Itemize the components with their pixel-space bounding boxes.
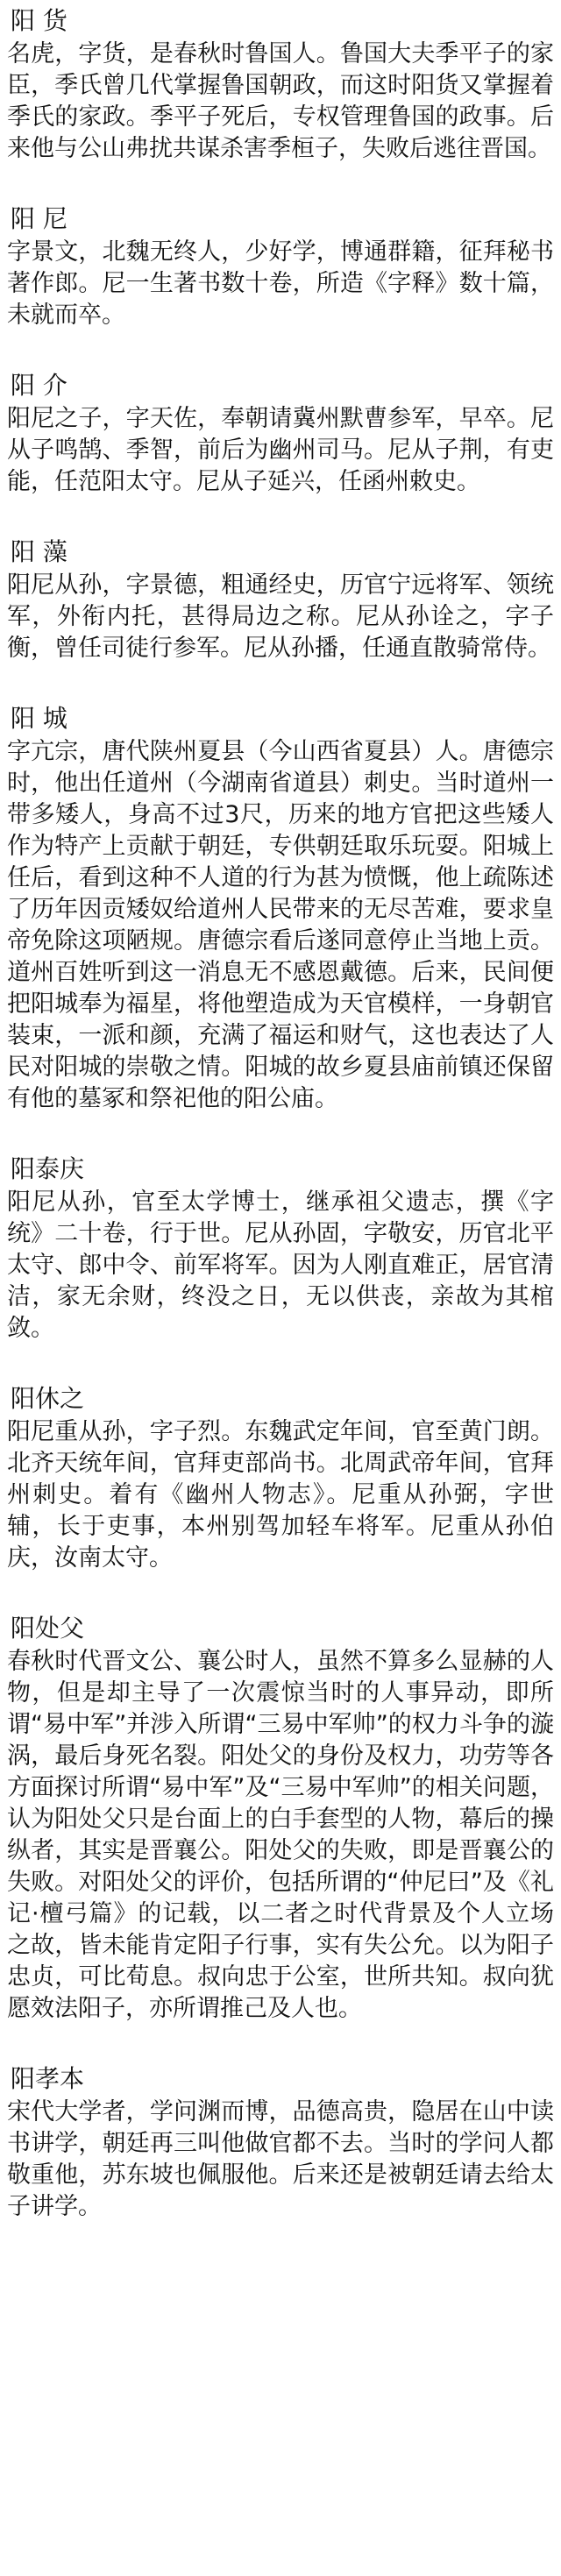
entry-title: 阳孝本 xyxy=(11,2064,85,2093)
entry-title: 阳处父 xyxy=(11,1614,85,1643)
entry-yang-chufu xyxy=(7,1613,554,2025)
entry-text: 阳尼重从孙，字子烈。东魏武定年间，官至黄门朗。北齐天统年间，官拜吏部尚书。北周武帝年间，官拜州刺史。着有《幽州人物志》。尼重从孙弼，字世辅，长于吏事，本州别驾加轻车将军。尼重从孙伯庆，汝南太守。 xyxy=(7,1418,554,1572)
entry-text: 春秋时代晋文公、襄公时人，虽然不算多么显赫的人物，但是却主导了一次震惊当时的人事异动，即所谓“易中军”并涉入所谓“三易中军帅”的权力斗争的漩涡，最后身死名裂。阳处父的身份及权力，功劳等各方面探讨所谓“易中军”及“三易中军帅”的相关问题，认为阳处父只是台面上的白手套型的人物，幕后的操纵者，其实是晋襄公。阳处父的失败，即是晋襄公的失败。对阳处父的评价，包括所谓的“仲尼曰”及《礼记·檀弓篇》的记载，以二者之时代背景及个人立场之故，皆未能肯定阳子行事，实有失公允。以为阳子忠贞，可比荀息。叔向忠于公室，世所共知。叔向犹愿效法阳子，亦所谓推己及人也。 xyxy=(7,1648,554,2022)
entry-text: 宋代大学者，学问渊而博，品德高贵，隐居在山中读书讲学，朝廷再三叫他做官都不去。当时的学问人都敬重他，苏东坡也佩服他。后来还是被朝廷请去给太子讲学。 xyxy=(7,2098,554,2220)
entry-text: 字景文，北魏无终人，少好学，博通群籍，征拜秘书著作郎。尼一生著书数十卷，所造《字释》数十篇，未就而卒。 xyxy=(7,238,554,329)
entry-title: 阳 尼 xyxy=(11,204,67,233)
entry-title: 阳 介 xyxy=(11,371,67,400)
entry-yang-ni xyxy=(7,203,554,331)
entry-yang-zao xyxy=(7,536,554,664)
entry-text: 阳尼之子，字天佐，奉朝请冀州默曹参军，早卒。尼从子鸣鹄、季智，前后为幽州司马。尼从子荆，有吏能，任范阳太守。尼从子延兴，任函州敕史。 xyxy=(7,405,554,495)
entry-yang-xiaoben xyxy=(7,2063,554,2223)
entry-yang-taiqing xyxy=(7,1153,554,1345)
entry-yang-xiuzhi xyxy=(7,1383,554,1574)
entry-yang-jie xyxy=(7,370,554,498)
entry-text: 字亢宗，唐代陕州夏县（今山西省夏县）人。唐德宗时，他出任道州（今湖南省道县）刺史。当时道州一带多矮人，身高不过3尺，历来的地方官把这些矮人作为特产上贡献于朝廷，专供朝廷取乐玩耍。阳城上任后，看到这种不人道的行为甚为愤慨，他上疏陈述了历年因贡矮奴给道州人民带来的无尽苦难，要求皇帝免除这项陋规。唐德宗看后遂同意停止当地上贡。道州百姓听到这一消息无不感恩戴德。后来，民间便把阳城奉为福星，将他塑造成为天官模样，一身朝官装束，一派和颜，充满了福运和财气，这也表达了人民对阳城的崇敬之情。阳城的故乡夏县庙前镇还保留有他的墓冢和祭祀他的阳公庙。 xyxy=(7,738,554,1112)
entry-yang-cheng xyxy=(7,703,554,1115)
entry-title: 阳 藻 xyxy=(11,537,67,566)
entry-text: 名虎，字货，是春秋时鲁国人。鲁国大夫季平子的家臣，季氏曾几代掌握鲁国朝政，而这时阳货又掌握着季氏的家政。季平子死后，专权管理鲁国的政事。后来他与公山弗扰共谋杀害季桓子，失败后逃往晋国。 xyxy=(7,40,554,162)
entry-title: 阳泰庆 xyxy=(11,1154,85,1183)
entry-title: 阳 城 xyxy=(11,704,67,733)
entry-title: 阳 货 xyxy=(11,6,67,35)
entry-yang-huo xyxy=(7,5,554,165)
entry-text: 阳尼从孙，官至太学博士，继承祖父遗志，撰《字统》二十卷，行于世。尼从孙固，字敬安，历官北平太守、郎中令、前军将军。因为人刚直难正，居官清洁，家无余财，终没之日，无以供丧，亲故为其棺敛。 xyxy=(7,1189,554,1342)
entry-text: 阳尼从孙，字景德，粗通经史，历官宁远将军、领统军，外衔内托，甚得局边之称。尼从孙诠之，字子衡，曾任司徒行参军。尼从孙播，任通直散骑常侍。 xyxy=(7,571,554,662)
entry-title: 阳休之 xyxy=(11,1384,85,1413)
